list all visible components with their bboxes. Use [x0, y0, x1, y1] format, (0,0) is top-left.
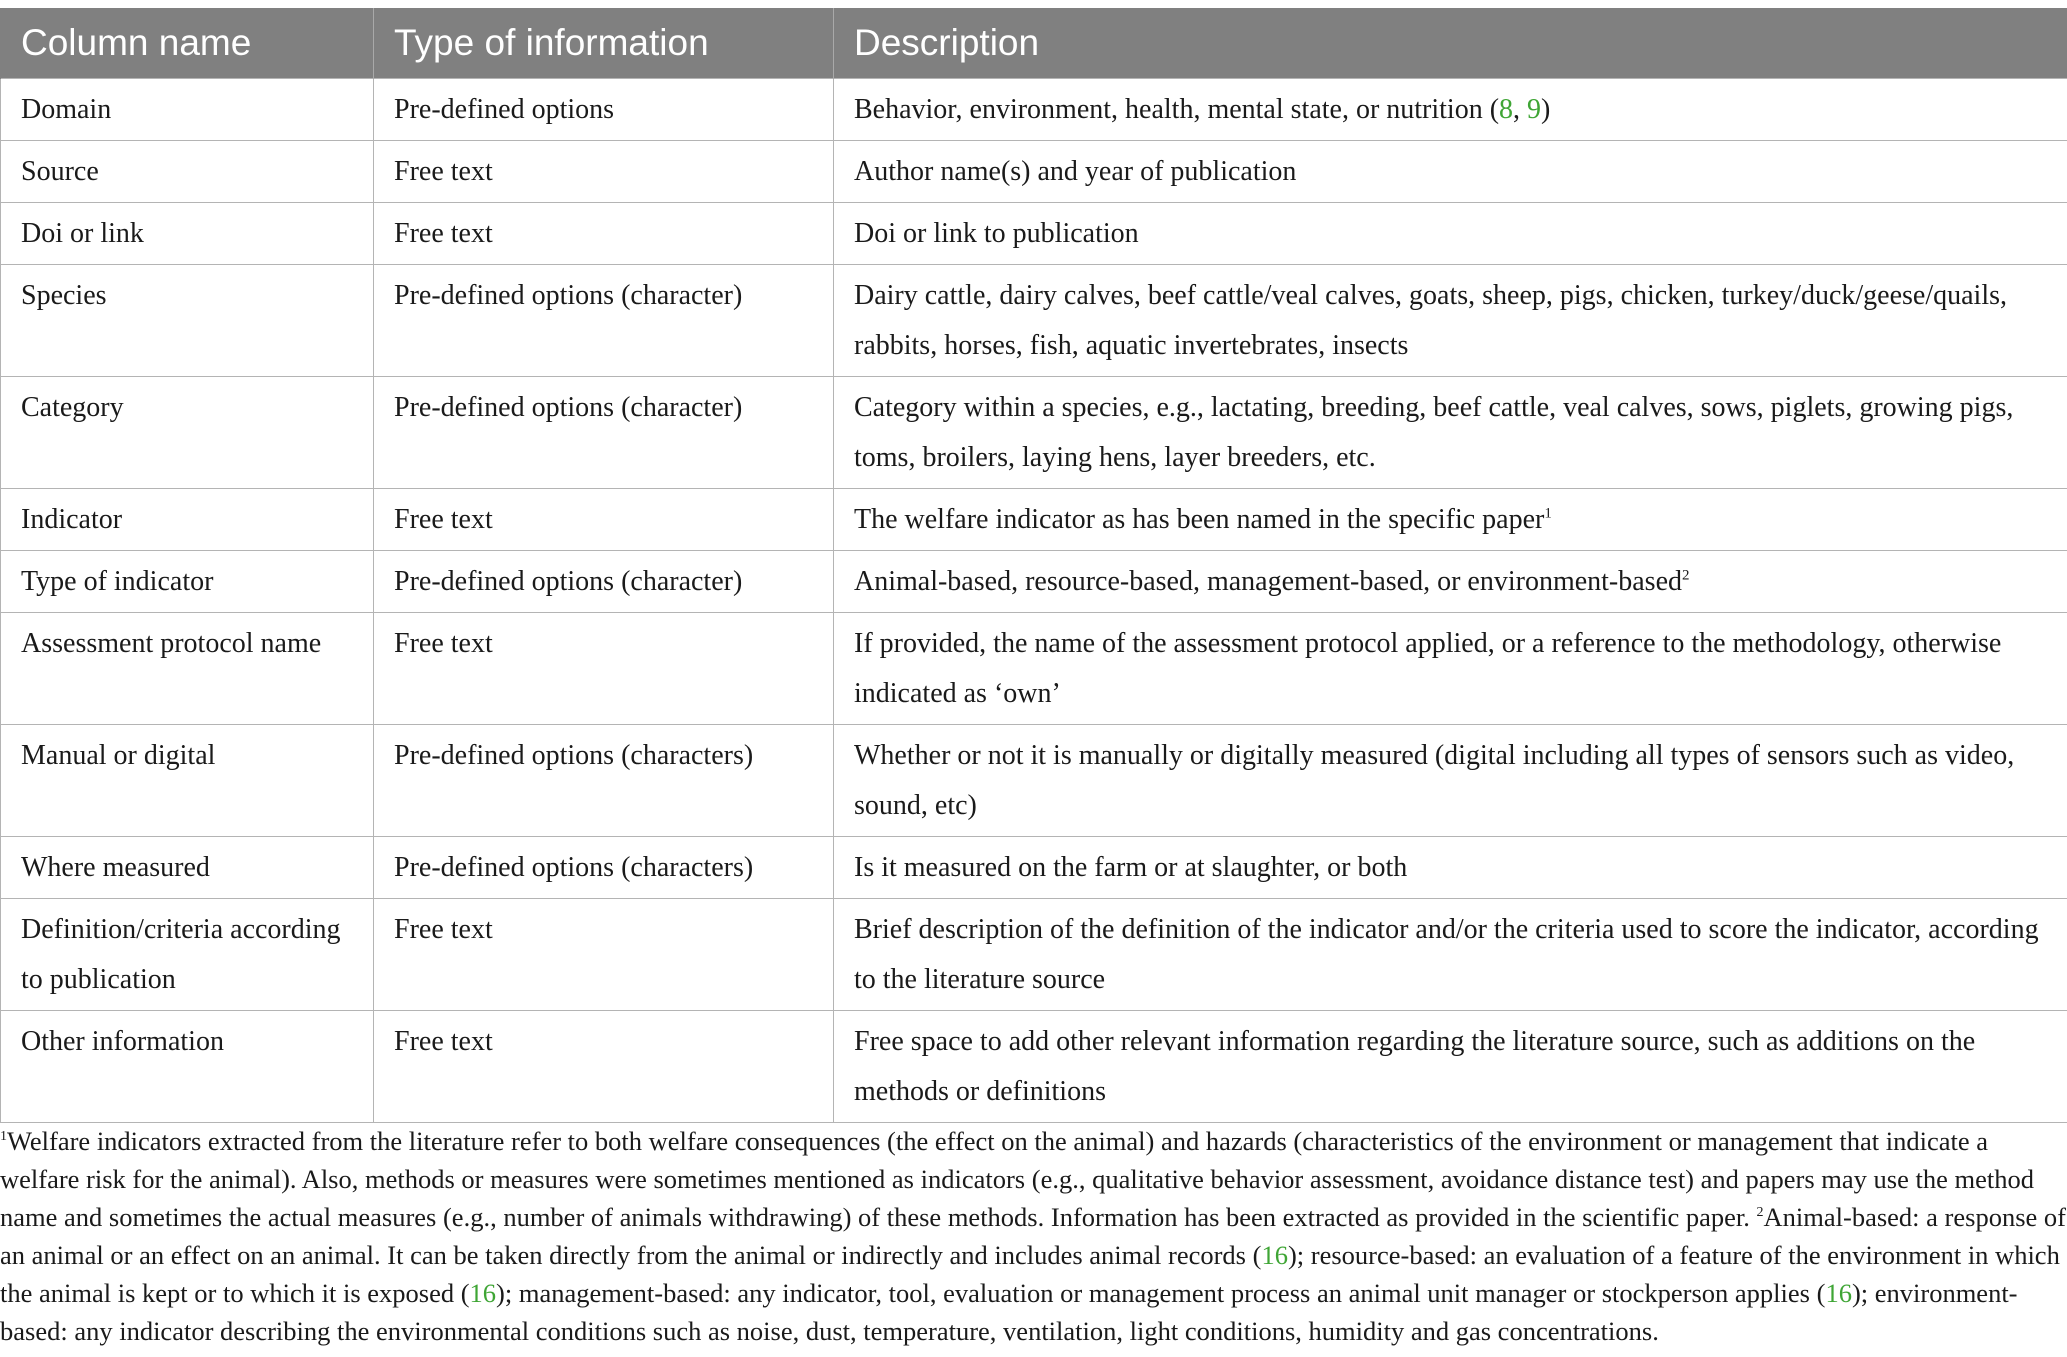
reference-link[interactable]: 16	[1261, 1240, 1288, 1271]
cell-type: Free text	[374, 141, 834, 203]
table-body	[1, 79, 2067, 1123]
data-table-container	[0, 8, 2067, 1123]
cell-description: Is it measured on the farm or at slaughter, or both	[834, 837, 2067, 899]
footnote-marker: 2	[1682, 567, 1690, 584]
table-row	[1, 79, 2067, 141]
footnote-marker: 1	[1544, 505, 1552, 522]
table-row	[1, 725, 2067, 837]
table-footnote	[0, 1122, 2067, 1351]
description-text: Animal-based, resource-based, management-based, or environment-based	[854, 566, 1683, 597]
footnote-text: ); environment-based: any indicator describing the environmental conditions such as noise, dust, temperature, ventilation, light conditions, humidity and gas concentrations.	[0, 1278, 2018, 1347]
table-header	[1, 8, 2067, 79]
cell-description	[834, 79, 2067, 141]
table-row	[1, 1011, 2067, 1123]
table-row	[1, 551, 2067, 613]
reference-link[interactable]: 16	[469, 1278, 497, 1309]
cell-description: If provided, the name of the assessment protocol applied, or a reference to the methodology, otherwise indicated as ‘own’	[834, 613, 2067, 725]
cell-column-name: Domain	[1, 79, 374, 141]
footnote-text: ); resource-based: an evaluation of a feature of the environment in which the animal is kept or to which it is exposed (	[0, 1240, 2060, 1309]
cell-column-name: Category	[1, 377, 374, 489]
table-row	[1, 377, 2067, 489]
cell-column-name: Species	[1, 265, 374, 377]
cell-type: Free text	[374, 203, 834, 265]
cell-description: Author name(s) and year of publication	[834, 141, 2067, 203]
cell-description	[834, 489, 2067, 551]
table-row	[1, 141, 2067, 203]
table-row	[1, 837, 2067, 899]
cell-type: Free text	[374, 489, 834, 551]
cell-column-name: Source	[1, 141, 374, 203]
cell-description: Free space to add other relevant information regarding the literature source, such as additions on the methods or definitions	[834, 1011, 2067, 1123]
cell-type: Free text	[374, 1011, 834, 1123]
cell-column-name: Manual or digital	[1, 725, 374, 837]
cell-description: Doi or link to publication	[834, 203, 2067, 265]
description-text: The welfare indicator as has been named in the specific paper	[854, 504, 1545, 535]
header-type-of-information: Type of information	[374, 8, 834, 79]
reference-link[interactable]: 8	[1499, 94, 1514, 125]
cell-description	[834, 551, 2067, 613]
footnote-text: Welfare indicators extracted from the literature refer to both welfare consequences (the effect on the animal) and hazards (characteristics of the environment or management that indicate a welfare risk for the animal). Also, methods or measures were sometimes mentioned as indicators (e.g., qualitative behavior assessment, avoidance distance test) and papers may use the method name and sometimes the actual measures (e.g., number of animals withdrawing) of these methods. Information has been extracted as provided in the scientific paper.	[0, 1126, 2034, 1233]
cell-description: Brief description of the definition of the indicator and/or the criteria used to score the indicator, according to the literature source	[834, 899, 2067, 1011]
cell-type: Pre-defined options (characters)	[374, 725, 834, 837]
reference-link[interactable]: 16	[1825, 1278, 1852, 1309]
cell-description: Whether or not it is manually or digitally measured (digital including all types of sensors such as video, sound, etc)	[834, 725, 2067, 837]
reference-link[interactable]: 9	[1527, 94, 1542, 125]
header-column-name: Column name	[1, 8, 374, 79]
header-row	[1, 8, 2067, 79]
cell-column-name: Type of indicator	[1, 551, 374, 613]
cell-column-name: Assessment protocol name	[1, 613, 374, 725]
cell-type: Pre-defined options (characters)	[374, 837, 834, 899]
cell-column-name: Definition/criteria according to publication	[1, 899, 374, 1011]
cell-type: Free text	[374, 613, 834, 725]
cell-type: Pre-defined options (character)	[374, 265, 834, 377]
cell-type: Pre-defined options (character)	[374, 377, 834, 489]
table-row	[1, 613, 2067, 725]
cell-description: Dairy cattle, dairy calves, beef cattle/veal calves, goats, sheep, pigs, chicken, turkey/duck/geese/quails, rabbits, horses, fish, aquatic invertebrates, insects	[834, 265, 2067, 377]
cell-description: Category within a species, e.g., lactating, breeding, beef cattle, veal calves, sows, piglets, growing pigs, toms, broilers, laying hens, layer breeders, etc.	[834, 377, 2067, 489]
cell-column-name: Indicator	[1, 489, 374, 551]
footnote-marker: 2	[1756, 1205, 1764, 1221]
table-row	[1, 203, 2067, 265]
cell-column-name: Where measured	[1, 837, 374, 899]
header-description: Description	[834, 8, 2067, 79]
data-table	[0, 8, 2067, 1123]
footnote-text: Animal-based: a response of an animal or an effect on an animal. It can be taken directly from the animal or indirectly and includes animal records (	[0, 1202, 2066, 1271]
description-text: Behavior, environment, health, mental state, or nutrition (	[854, 94, 1500, 125]
table-row	[1, 489, 2067, 551]
cell-type: Pre-defined options	[374, 79, 834, 141]
description-text: )	[1541, 94, 1551, 125]
separator-text: ,	[1513, 94, 1528, 125]
cell-column-name: Doi or link	[1, 203, 374, 265]
cell-column-name: Other information	[1, 1011, 374, 1123]
cell-type: Free text	[374, 899, 834, 1011]
table-row	[1, 265, 2067, 377]
footnote-marker: 1	[0, 1129, 7, 1145]
table-row	[1, 899, 2067, 1011]
footnote-text: ); management-based: any indicator, tool, evaluation or management process an animal unit manager or stockperson applies (	[496, 1278, 1826, 1309]
cell-type: Pre-defined options (character)	[374, 551, 834, 613]
